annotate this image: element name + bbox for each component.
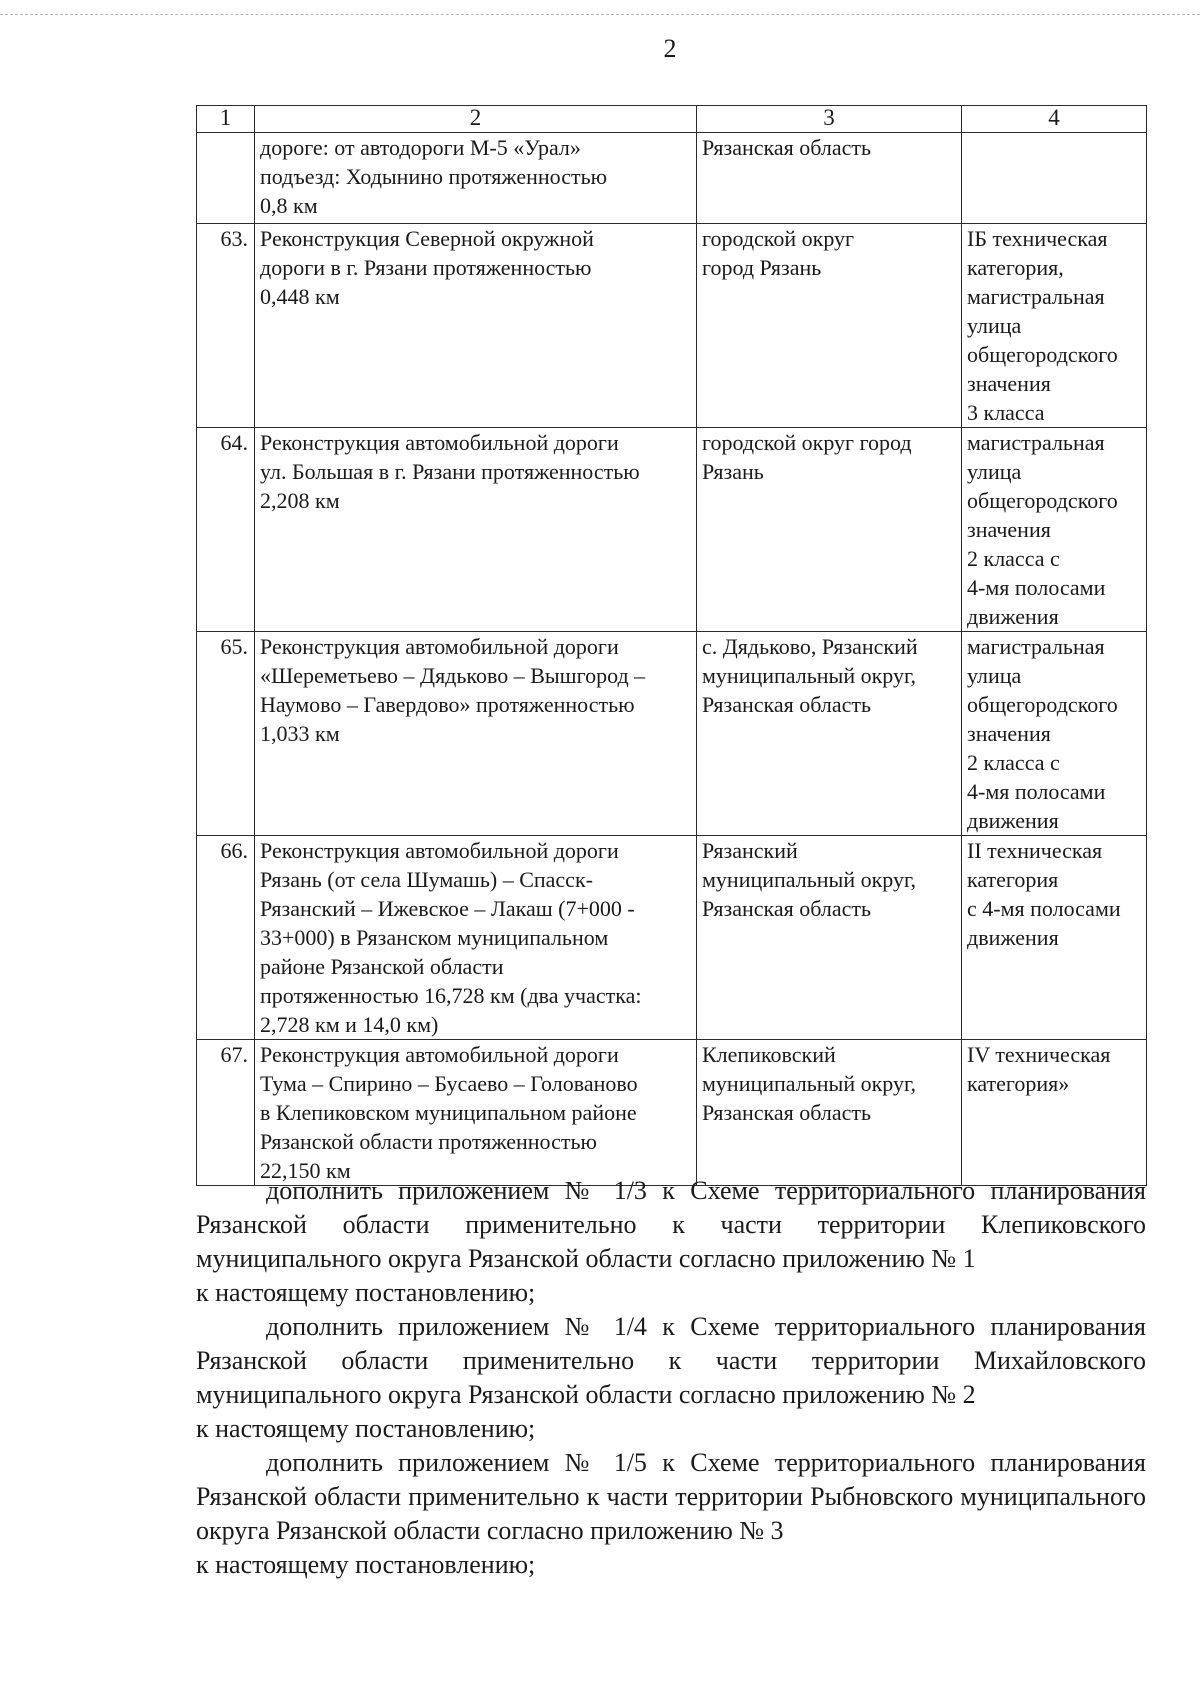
table-row	[197, 632, 1147, 836]
amendment-paragraph: дополнить приложением № 1/5 к Схеме территориального планирования Рязанской области применительно к части территории Рыбновского муниципального округа Рязанской области согласно приложению № 3 к настоящему постановлению;	[196, 1448, 1146, 1579]
row-location: с. Дядьково, Рязанский муниципальный округ, Рязанская область	[697, 632, 962, 836]
row-location: городской округ город Рязань	[697, 224, 962, 428]
scan-edge	[0, 14, 1200, 15]
row-category: IБ техническая категория, магистральная улица общегородского значения 3 класса	[962, 224, 1147, 428]
row-number	[197, 133, 255, 224]
column-header-2: 2	[255, 106, 697, 133]
row-category: II техническая категория с 4-мя полосами движения	[962, 836, 1147, 1040]
row-number: 64.	[197, 428, 255, 632]
row-location: Рязанский муниципальный округ, Рязанская область	[697, 836, 962, 1040]
row-description: Реконструкция автомобильной дороги Тума – Спирино – Бусаево – Голованово в Клепиковском муниципальном районе Рязанской области протяженностью 22,150 км	[255, 1040, 697, 1186]
row-location: Клепиковский муниципальный округ, Рязанская область	[697, 1040, 962, 1186]
amendment-paragraphs	[196, 1174, 1146, 1582]
table-row	[197, 1040, 1147, 1186]
row-location: Рязанская область	[697, 133, 962, 224]
row-category: магистральная улица общегородского значения 2 класса с 4-мя полосами движения	[962, 632, 1147, 836]
row-description: дороге: от автодороги М-5 «Урал» подъезд: Ходынино протяженностью 0,8 км	[255, 133, 697, 224]
column-header-1: 1	[197, 106, 255, 133]
road-reconstruction-table	[196, 105, 1147, 1186]
table-row	[197, 836, 1147, 1040]
row-category: магистральная улица общегородского значения 2 класса с 4-мя полосами движения	[962, 428, 1147, 632]
row-category: IV техническая категория»	[962, 1040, 1147, 1186]
table-row	[197, 428, 1147, 632]
row-location: городской округ город Рязань	[697, 428, 962, 632]
row-number: 67.	[197, 1040, 255, 1186]
page-number: 2	[663, 34, 677, 63]
row-number: 65.	[197, 632, 255, 836]
row-description: Реконструкция Северной окружной дороги в г. Рязани протяженностью 0,448 км	[255, 224, 697, 428]
table-row	[197, 224, 1147, 428]
table-row	[197, 133, 1147, 224]
row-number: 66.	[197, 836, 255, 1040]
row-number: 63.	[197, 224, 255, 428]
row-description: Реконструкция автомобильной дороги ул. Большая в г. Рязани протяженностью 2,208 км	[255, 428, 697, 632]
amendment-paragraph: дополнить приложением № 1/3 к Схеме территориального планирования Рязанской области применительно к части территории Клепиковского муниципального округа Рязанской области согласно приложению № 1 к настоящему постановлению;	[196, 1176, 1146, 1307]
amendment-paragraph: дополнить приложением № 1/4 к Схеме территориального планирования Рязанской области применительно к части территории Михайловского муниципального округа Рязанской области согласно приложению № 2 к настоящему постановлению;	[196, 1312, 1146, 1443]
row-description: Реконструкция автомобильной дороги Рязань (от села Шумашь) – Спасск- Рязанский – Ижевское – Лакаш (7+000 - 33+000) в Рязанском муниципальном районе Рязанской области протяженностью 16,728 км (два участка: 2,728 км и 14,0 км)	[255, 836, 697, 1040]
row-category	[962, 133, 1147, 224]
row-description: Реконструкция автомобильной дороги «Шереметьево – Дядьково – Вышгород – Наумово – Гавердово» протяженностью 1,033 км	[255, 632, 697, 836]
column-header-4: 4	[962, 106, 1147, 133]
table-header-row	[197, 106, 1147, 133]
column-header-3: 3	[697, 106, 962, 133]
